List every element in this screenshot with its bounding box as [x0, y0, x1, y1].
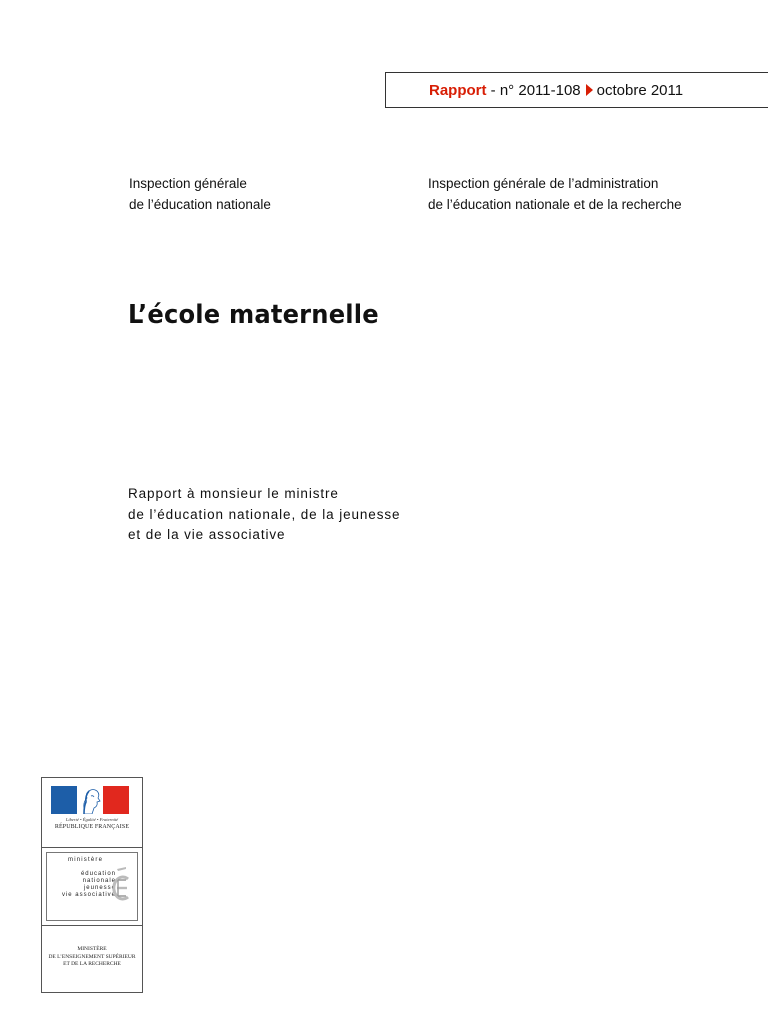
marianne-icon [81, 788, 103, 814]
mesr-text [42, 946, 142, 969]
inspection-igen [129, 173, 271, 215]
republique-name: RÉPUBLIQUE FRANÇAISE [54, 824, 130, 830]
inspection-igen-line: Inspection générale [129, 176, 247, 191]
subtitle-line: et de la vie associative [128, 527, 286, 542]
document-title: L’école maternelle [128, 300, 379, 330]
men-line: vie associative [61, 892, 116, 898]
inspection-igaenr-line: Inspection générale de l’administration [428, 176, 659, 191]
men-line: éducation [80, 871, 116, 877]
ministry-logos [41, 777, 143, 993]
document-subtitle [128, 484, 400, 546]
republique-motto: Liberté • Égalité • Fraternité [65, 817, 119, 822]
mesr-line: MINISTÈRE [77, 946, 107, 952]
report-separator: - [486, 81, 500, 99]
report-date: octobre 2011 [596, 81, 684, 99]
men-line: nationale [82, 878, 116, 884]
inspection-igaenr [428, 173, 682, 215]
inspection-igen-line: de l’éducation nationale [129, 197, 271, 212]
report-reference-box [385, 72, 768, 108]
subtitle-line: de l’éducation nationale, de la jeunesse [128, 506, 401, 522]
report-label: Rapport [429, 81, 487, 99]
french-flag-icon [51, 786, 129, 814]
men-line: jeunesse [83, 885, 116, 891]
subtitle-line: Rapport à monsieur le ministre [128, 486, 339, 501]
men-ministere-label: ministère [68, 857, 104, 863]
men-lines [62, 871, 116, 899]
men-logo [42, 848, 142, 926]
mesr-line: ET DE LA RECHERCHE [63, 961, 121, 967]
report-number: n° 2011-108 [499, 81, 581, 99]
arrow-right-icon [586, 84, 593, 96]
e-accent-logo-icon [111, 867, 133, 901]
mesr-logo [42, 926, 142, 992]
republique-francaise-logo [42, 778, 142, 848]
mesr-line: DE L’ENSEIGNEMENT SUPÉRIEUR [48, 953, 136, 960]
inspection-igaenr-line: de l’éducation nationale et de la recherche [428, 197, 682, 212]
